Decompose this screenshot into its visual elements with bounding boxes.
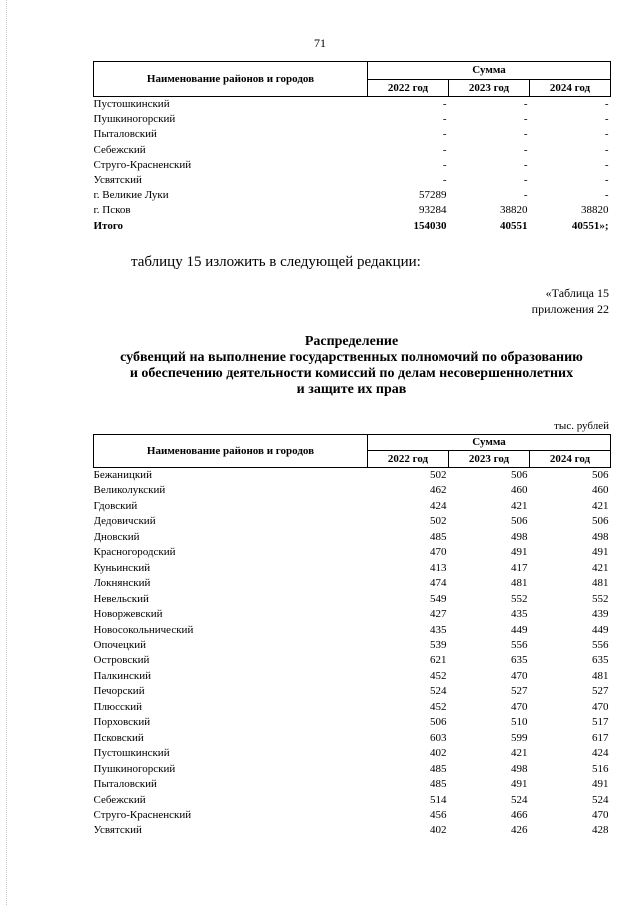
cell-district-name: Пушкиногорский [93, 762, 176, 775]
table-body [94, 97, 611, 234]
cell-value-2024: - [604, 113, 609, 126]
cell-value-2023: 40551 [500, 219, 528, 232]
table-row [94, 576, 611, 591]
cell-district-name: Пыталовский [93, 778, 157, 791]
column-header-sum: Сумма [368, 62, 611, 80]
cell-district-name: Себежский [93, 143, 146, 156]
cell-value-2022: 57289 [419, 189, 447, 202]
cell-district-name: Печорский [93, 685, 145, 698]
margin-line [6, 0, 7, 905]
cell-district-name: Опочецкий [93, 638, 146, 651]
cell-value-2023: 421 [511, 499, 528, 512]
cell-value-2022: 452 [430, 700, 447, 713]
table-row [94, 731, 611, 746]
column-header-2023: 2023 год [449, 79, 530, 97]
cell-district-name: Новоржевский [93, 608, 163, 621]
table-row [94, 499, 611, 514]
table-row [94, 203, 611, 218]
cell-district-name: Великолукский [93, 484, 166, 497]
cell-value-2022: - [442, 158, 447, 171]
cell-value-2023: 510 [511, 716, 528, 729]
cell-value-2022: 413 [430, 561, 447, 574]
cell-value-2022: 424 [430, 499, 447, 512]
cell-value-2022: 427 [430, 608, 447, 621]
cell-value-2022: 462 [430, 484, 447, 497]
cell-value-2022: 514 [430, 793, 447, 806]
table-heading [93, 334, 610, 398]
cell-value-2022: - [442, 98, 447, 110]
cell-value-2022: 549 [430, 592, 447, 605]
heading-line2: субвенций на выполнение государственных полномочий по образованию [120, 350, 583, 365]
cell-value-2023: - [523, 189, 528, 202]
cell-value-2024: 481 [592, 577, 609, 590]
instruction-text: таблицу 15 изложить в следующей редакции: [131, 254, 421, 270]
table-row [94, 607, 611, 622]
units-label: тыс. рублей [554, 420, 609, 432]
cell-value-2022: - [442, 113, 447, 126]
cell-value-2022: 485 [430, 778, 447, 791]
cell-value-2024: 421 [592, 499, 609, 512]
cell-value-2024: 524 [592, 793, 609, 806]
cell-value-2024: 424 [592, 747, 609, 760]
cell-value-2022: 502 [430, 469, 447, 481]
cell-value-2024: 38820 [581, 204, 609, 217]
cell-value-2024: 617 [592, 731, 609, 744]
cell-district-name: Псковский [93, 731, 144, 744]
cell-value-2022: - [442, 174, 447, 187]
cell-value-2024: 470 [592, 808, 609, 821]
cell-district-name: Струго-Красненский [93, 808, 192, 821]
cell-value-2024: - [604, 189, 609, 202]
table-row [94, 638, 611, 653]
cell-value-2024: 516 [592, 762, 609, 775]
table-row [94, 158, 611, 173]
column-header-2022: 2022 год [368, 450, 449, 467]
cell-value-2024: 421 [592, 561, 609, 574]
cell-value-2024: 439 [592, 608, 609, 621]
cell-value-2022: 93284 [419, 204, 447, 217]
cell-district-name: Плюсский [93, 700, 143, 713]
cell-value-2023: 481 [511, 577, 528, 590]
table-row [94, 483, 611, 498]
table-row [94, 112, 611, 127]
table-row [94, 143, 611, 158]
cell-value-2023: 635 [511, 654, 528, 667]
cell-value-2022: 621 [430, 654, 447, 667]
cell-value-2022: 154030 [413, 219, 447, 232]
cell-value-2023: 449 [511, 623, 528, 636]
subvention-table-continued [93, 61, 611, 234]
cell-value-2022: - [442, 143, 447, 156]
cell-district-name: г. Великие Луки [93, 189, 169, 202]
cell-district-name: Куньинский [93, 561, 151, 574]
cell-value-2024: 556 [592, 638, 609, 651]
cell-value-2023: 470 [511, 700, 528, 713]
cell-value-2022: 524 [430, 685, 447, 698]
cell-value-2022: 452 [430, 669, 447, 682]
cell-district-name: Красногородский [93, 546, 176, 559]
cell-value-2022: 470 [430, 546, 447, 559]
cell-value-2023: 435 [511, 608, 528, 621]
table-row [94, 684, 611, 699]
total-row [94, 219, 611, 234]
heading-line1: Распределение [304, 334, 399, 349]
cell-value-2024: - [604, 174, 609, 187]
cell-district-name: Пушкиногорский [93, 113, 176, 126]
table-reference-line2: приложения 22 [531, 302, 609, 316]
cell-value-2022: - [442, 128, 447, 141]
cell-value-2023: 426 [511, 824, 528, 837]
cell-value-2023: 38820 [500, 204, 528, 217]
cell-value-2023: 527 [511, 685, 528, 698]
cell-district-name: Порховский [93, 716, 151, 729]
cell-value-2023: 524 [511, 793, 528, 806]
table-row [94, 746, 611, 761]
table-row [94, 530, 611, 545]
table-row [94, 127, 611, 142]
cell-value-2022: 603 [430, 731, 447, 744]
table-row [94, 793, 611, 808]
cell-district-name: Пыталовский [93, 128, 157, 141]
table-reference [532, 285, 609, 317]
table-row [94, 545, 611, 560]
cell-value-2023: 491 [511, 546, 528, 559]
column-header-2023: 2023 год [449, 450, 530, 467]
cell-value-2023: 599 [511, 731, 528, 744]
cell-district-name: Дедовичский [93, 515, 156, 528]
cell-value-2024: 506 [592, 515, 609, 528]
cell-value-2023: - [523, 98, 528, 110]
table-row [94, 592, 611, 607]
cell-value-2022: 502 [430, 515, 447, 528]
cell-value-2024: - [604, 143, 609, 156]
table-row [94, 700, 611, 715]
table-row [94, 468, 611, 484]
cell-value-2024: - [604, 128, 609, 141]
column-header-2024: 2024 год [530, 79, 611, 97]
heading-line3: и обеспечению деятельности комиссий по делам несовершеннолетних [129, 366, 574, 381]
cell-district-name: Пустошкинский [93, 98, 170, 110]
cell-value-2023: 552 [511, 592, 528, 605]
cell-value-2023: 421 [511, 747, 528, 760]
cell-value-2024: - [604, 158, 609, 171]
cell-district-name: Себежский [93, 793, 146, 806]
cell-value-2023: - [523, 174, 528, 187]
table-row [94, 669, 611, 684]
cell-district-name: Гдовский [93, 499, 138, 512]
cell-district-name: Островский [93, 654, 150, 667]
cell-value-2023: 491 [511, 778, 528, 791]
cell-value-2022: 485 [430, 762, 447, 775]
column-header-2022: 2022 год [368, 79, 449, 97]
cell-value-2022: 485 [430, 530, 447, 543]
cell-value-2024: 481 [592, 669, 609, 682]
cell-value-2023: 498 [511, 530, 528, 543]
cell-value-2022: 456 [430, 808, 447, 821]
cell-district-name: Дновский [93, 530, 140, 543]
cell-district-name: Локнянский [93, 577, 151, 590]
cell-district-name: Бежаницкий [93, 469, 152, 481]
cell-value-2023: - [523, 128, 528, 141]
column-header-sum: Сумма [368, 435, 611, 451]
cell-value-2022: 402 [430, 824, 447, 837]
table-row [94, 561, 611, 576]
cell-value-2024: 470 [592, 700, 609, 713]
cell-value-2024: 491 [592, 778, 609, 791]
cell-district-name: Новосокольнический [93, 623, 194, 636]
table-row [94, 762, 611, 777]
table-body [94, 468, 611, 839]
table-row [94, 823, 611, 838]
cell-value-2024: 552 [592, 592, 609, 605]
cell-district-name: Пустошкинский [93, 747, 170, 760]
cell-value-2023: 460 [511, 484, 528, 497]
table-row [94, 188, 611, 203]
cell-value-2022: 435 [430, 623, 447, 636]
cell-value-2024: 428 [592, 824, 609, 837]
cell-value-2024: 40551»; [571, 219, 609, 232]
cell-value-2024: - [604, 98, 609, 110]
cell-value-2024: 491 [592, 546, 609, 559]
cell-value-2023: 506 [511, 515, 528, 528]
column-header-name: Наименование районов и городов [94, 435, 368, 468]
cell-value-2024: 635 [592, 654, 609, 667]
table-row [94, 173, 611, 188]
cell-value-2022: 402 [430, 747, 447, 760]
cell-district-name: Палкинский [93, 669, 152, 682]
heading-line4: и защите их прав [296, 382, 407, 397]
cell-value-2024: 527 [592, 685, 609, 698]
table-row [94, 715, 611, 730]
cell-value-2023: 466 [511, 808, 528, 821]
cell-value-2023: 556 [511, 638, 528, 651]
table-row [94, 514, 611, 529]
table-row [94, 808, 611, 823]
table-row [94, 653, 611, 668]
table-row [94, 777, 611, 792]
page-number: 71 [314, 36, 326, 50]
cell-value-2023: - [523, 158, 528, 171]
cell-value-2022: 539 [430, 638, 447, 651]
cell-district-name: Невельский [93, 592, 149, 605]
table-row [94, 623, 611, 638]
cell-value-2024: 517 [592, 716, 609, 729]
cell-value-2024: 498 [592, 530, 609, 543]
cell-district-name: Усвятский [93, 174, 142, 187]
cell-value-2023: - [523, 113, 528, 126]
table-row [94, 97, 611, 113]
cell-value-2022: 474 [430, 577, 447, 590]
cell-value-2023: 470 [511, 669, 528, 682]
column-header-2024: 2024 год [530, 450, 611, 467]
cell-value-2022: 506 [430, 716, 447, 729]
cell-district-name: Итого [93, 219, 124, 232]
cell-value-2023: 417 [511, 561, 528, 574]
column-header-name: Наименование районов и городов [94, 62, 368, 97]
cell-value-2024: 449 [592, 623, 609, 636]
cell-value-2023: 506 [511, 469, 528, 481]
cell-value-2024: 460 [592, 484, 609, 497]
cell-value-2023: 498 [511, 762, 528, 775]
table-reference-line1: «Таблица 15 [545, 286, 609, 300]
subvention-table [93, 434, 611, 839]
cell-value-2023: - [523, 143, 528, 156]
cell-value-2024: 506 [592, 469, 609, 481]
cell-district-name: Струго-Красненский [93, 158, 192, 171]
cell-district-name: Усвятский [93, 824, 142, 837]
cell-district-name: г. Псков [93, 204, 131, 217]
